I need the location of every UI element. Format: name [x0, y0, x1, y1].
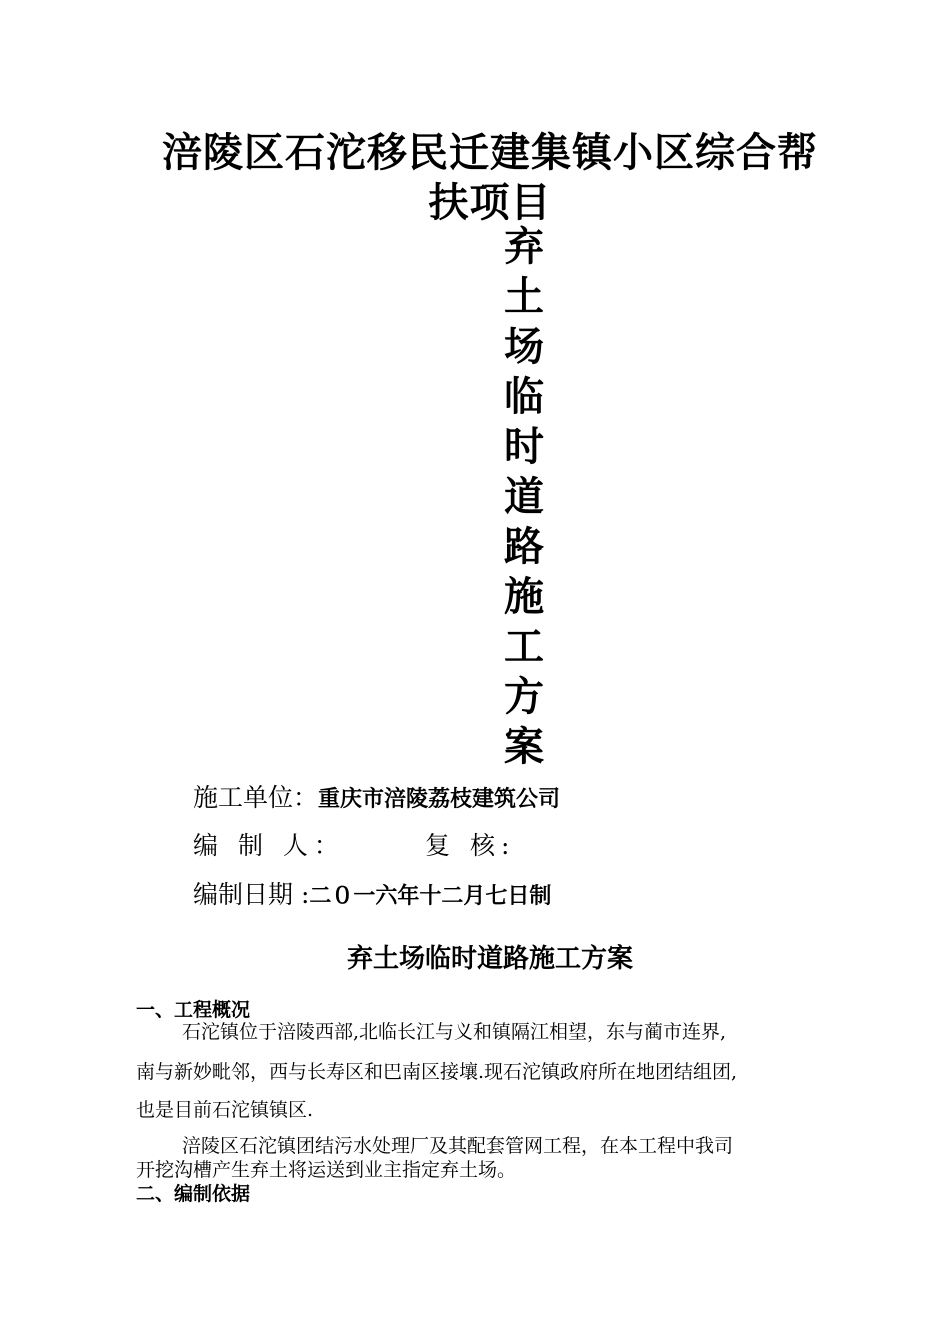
paragraph-line: 南与新妙毗邻，西与长寿区和巴南区接壤.现石沱镇政府所在地团结组团,	[136, 1061, 738, 1083]
construction-unit-value: 重庆市涪陵荔枝建筑公司	[318, 786, 561, 812]
paragraph-line: 石沱镇位于涪陵西部,北临长江与义和镇隔江相望，东与蔺市连界,	[182, 1021, 727, 1043]
section-heading-basis: 二、编制依据	[136, 1183, 251, 1205]
cover-title-line2: 扶项目	[428, 179, 552, 226]
vertical-char: 道	[504, 473, 544, 520]
paragraph-line: 也是目前石沱镇镇区.	[136, 1099, 314, 1121]
cover-title	[140, 128, 840, 228]
reviewer-label: 复 核:	[425, 831, 516, 860]
author-label: 编 制 人：	[193, 831, 345, 860]
paragraph-line: 开挖沟槽产生弃土将运送到业主指定弃土场。	[136, 1159, 517, 1181]
cover-vertical-title	[496, 222, 552, 772]
section-heading-overview: 一、工程概况	[136, 999, 251, 1021]
construction-unit-label: 施工单位：	[193, 783, 319, 812]
date-value: 二０一六年十二月七日制	[309, 883, 552, 909]
paragraph-line: 涪陵区石沱镇团结污水处理厂及其配套管网工程，在本工程中我司	[182, 1135, 734, 1157]
cover-title-line1: 涪陵区石沱移民迁建集镇小区综合帮	[162, 129, 818, 176]
date-line	[193, 879, 551, 912]
date-label: 编制日期 :	[193, 880, 310, 909]
vertical-char: 弃	[504, 223, 544, 270]
vertical-char: 案	[504, 723, 544, 770]
vertical-char: 场	[504, 323, 544, 370]
vertical-char: 施	[504, 573, 544, 620]
vertical-char: 路	[504, 523, 544, 570]
vertical-char: 工	[504, 623, 544, 670]
vertical-char: 时	[504, 423, 544, 470]
vertical-char: 方	[504, 673, 544, 720]
construction-unit-line	[193, 782, 560, 815]
document-title: 弃土场临时道路施工方案	[346, 944, 633, 974]
vertical-char: 临	[504, 373, 544, 420]
vertical-char: 土	[504, 273, 544, 320]
